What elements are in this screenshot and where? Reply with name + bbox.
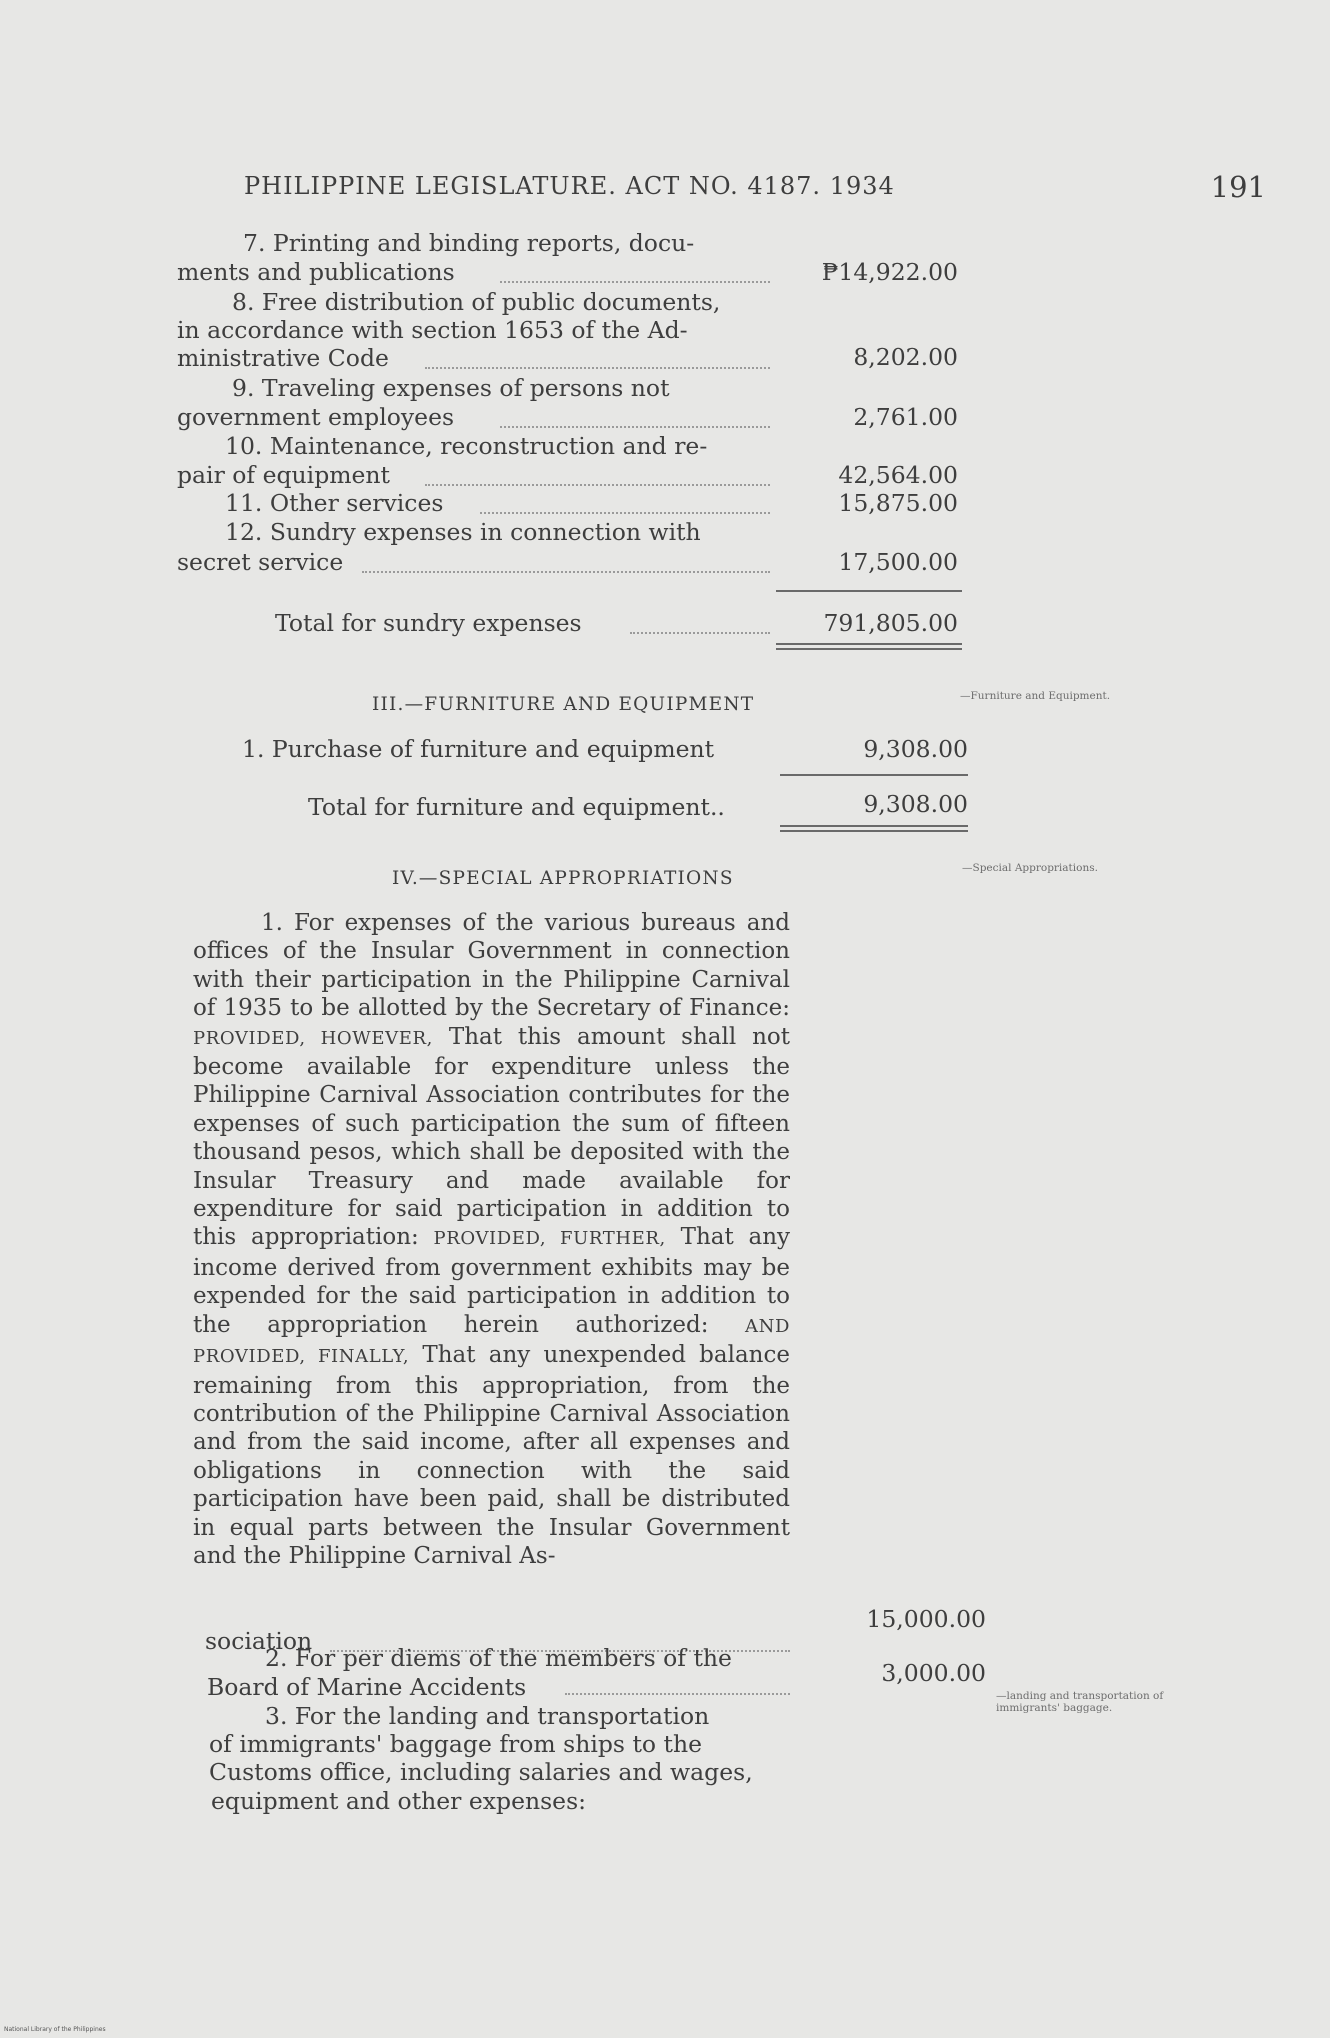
total-double-rule: [780, 825, 968, 832]
total-amount: 9,308.00: [863, 790, 968, 818]
leader-dots: [500, 426, 770, 428]
item-line: secret service: [177, 548, 344, 576]
item-amount: 2,761.00: [853, 403, 958, 431]
item-line: 2. For per diems of the members of the: [265, 1644, 732, 1672]
paragraph-text: That this amount shall not become available for expenditure unless the Philippine Carnival Association contributes for the expenses of such participation the sum of fifteen thousand pesos, which shall be deposited with the Insular Treasury and made available for expenditure for said participation in addition to this appropriation:: [193, 1023, 791, 1251]
item-amount: 15,875.00: [838, 489, 958, 517]
item-line: 8. Free distribution of public documents,: [232, 288, 721, 316]
item-line: pair of equipment: [177, 461, 391, 489]
item-line: ministrative Code: [177, 344, 389, 372]
item-amount: 15,000.00: [866, 1605, 986, 1633]
leader-dots: [565, 1693, 790, 1695]
item-line: of immigrants' baggage from ships to the: [209, 1730, 703, 1758]
item-line: 3. For the landing and transportation: [265, 1702, 710, 1730]
item-line: 11. Other services: [225, 489, 444, 517]
sum-rule: [776, 590, 962, 592]
total-label: Total for furniture and equipment..: [308, 793, 725, 821]
total-label: Total for sundry expenses: [275, 609, 582, 637]
item-amount: ₱14,922.00: [821, 258, 958, 286]
proviso-text: PROVIDED, FURTHER,: [433, 1228, 666, 1250]
leader-dots: [500, 281, 770, 283]
section-heading: IV.—SPECIAL APPROPRIATIONS: [392, 868, 734, 889]
leader-dots: [480, 512, 770, 514]
item-line: sociation: [205, 1627, 313, 1655]
leader-dots: [630, 632, 770, 634]
page-number: 191: [1210, 170, 1266, 204]
section-heading: III.—FURNITURE AND EQUIPMENT: [372, 694, 755, 715]
total-amount: 791,805.00: [823, 609, 958, 637]
leader-dots: [425, 484, 770, 486]
item-line: 10. Maintenance, reconstruction and re-: [225, 432, 708, 460]
item-amount: 42,564.00: [838, 461, 958, 489]
margin-note: —Furniture and Equipment.: [960, 690, 1111, 702]
proviso-text: PROVIDED, HOWEVER,: [193, 1027, 433, 1049]
leader-dots: [362, 571, 770, 573]
item-line: in accordance with section 1653 of the Ad-: [177, 316, 688, 344]
margin-note: —landing and transportation of immigrants' baggage.: [996, 1690, 1164, 1714]
running-title: PHILIPPINE LEGISLATURE. ACT NO. 4187. 1934: [244, 172, 895, 200]
paragraph-text: That any unexpended balance remaining from this appropriation, from the contribution of the Philippine Carnival Association and from the said income, after all expenses and obligations in connection with the said participation have been paid, shall be distributed in equal parts between the Insular Government and the Philippine Carnival As-: [193, 1342, 790, 1569]
item-line: 9. Traveling expenses of persons not: [232, 374, 670, 402]
scan-footer: National Library of the Philippines: [4, 2026, 106, 2033]
item-line: Board of Marine Accidents: [207, 1673, 527, 1701]
item-line: equipment and other expenses:: [211, 1787, 587, 1815]
margin-note: —Special Appropriations.: [962, 862, 1098, 874]
item-line: government employees: [177, 403, 455, 431]
item-amount: 9,308.00: [863, 735, 968, 763]
paragraph-text: That any income derived from government exhibits may be expended for the said participation in addition to the appropriation herein authorized:: [193, 1224, 790, 1338]
item-amount: 8,202.00: [853, 343, 958, 371]
running-header: [244, 172, 1266, 212]
item-amount: 3,000.00: [881, 1659, 986, 1687]
sum-rule: [780, 774, 968, 776]
item-line: Customs office, including salaries and wages,: [209, 1758, 753, 1786]
item-1-paragraph: [193, 909, 790, 1570]
paragraph-text: 1. For expenses of the various bureaus and offices of the Insular Government in connection with their participation in the Philippine Carnival of 1935 to be allotted by the Secretary of Finance:: [193, 910, 790, 1022]
item-line: ments and publications: [177, 258, 455, 286]
total-double-rule: [776, 643, 962, 650]
item-amount: 17,500.00: [838, 548, 958, 576]
leader-dots: [425, 367, 770, 369]
proviso-text: AND PROVIDED, FINALLY,: [193, 1315, 790, 1368]
item-line: 1. Purchase of furniture and equipment: [242, 735, 715, 763]
item-line: 7. Printing and binding reports, docu-: [243, 229, 695, 257]
item-line: 12. Sundry expenses in connection with: [225, 518, 701, 546]
